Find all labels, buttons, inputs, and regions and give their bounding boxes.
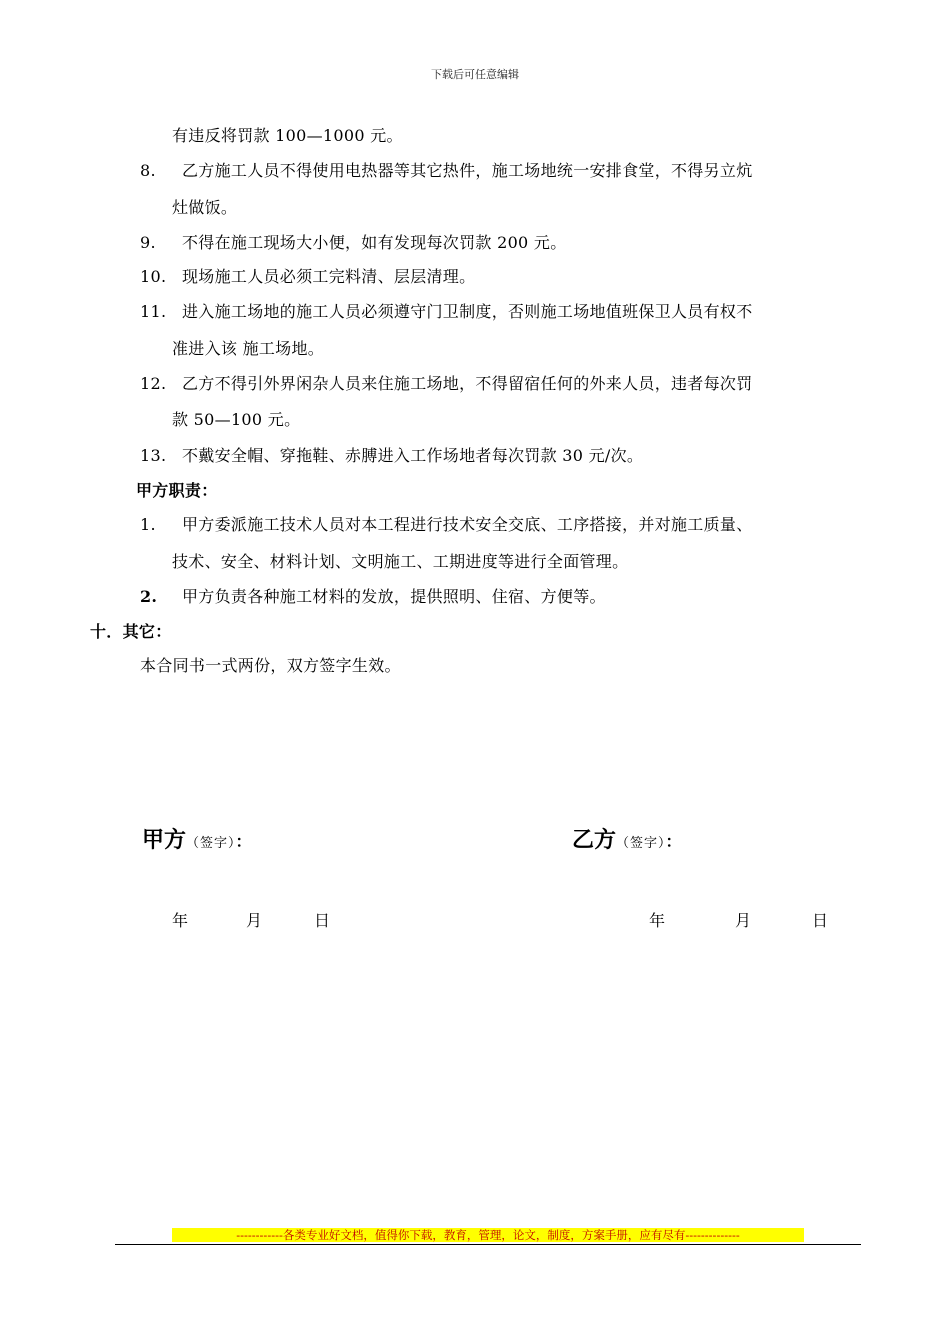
party-a-date-year: 年 — [172, 911, 189, 930]
party-a-date-day: 日 — [314, 911, 331, 930]
signature-note: （签字） — [186, 836, 236, 851]
list-item: 12. 乙方不得引外界闲杂人员来住施工场地，不得留宿任何的外来人员，违者每次罚 — [140, 374, 753, 393]
list-item: 13. 不戴安全帽、穿拖鞋、赤膊进入工作场地者每次罚款 30 元/次。 — [140, 446, 644, 465]
party-b-signature: 乙方（签字）： — [572, 827, 682, 853]
list-item-continuation: 技术、安全、材料计划、文明施工、工期进度等进行全面管理。 — [172, 552, 629, 571]
party-a-duties-heading: 甲方职责： — [136, 481, 218, 500]
list-item-continuation: 灶做饭。 — [172, 198, 238, 217]
footer-divider — [115, 1244, 861, 1245]
party-b-date-year: 年 — [649, 911, 666, 930]
footer-banner: ------------各类专业好文档，值得你下载，教育，管理，论文，制度，方案手册，应有尽有-------------- — [172, 1228, 804, 1242]
signature-note: （签字） — [616, 836, 666, 851]
list-item-continuation: 准进入该 施工场地。 — [172, 339, 325, 358]
section-ten-heading: 十．其它： — [90, 622, 172, 641]
page-header: 下载后可任意编辑 — [431, 68, 519, 81]
party-a-date-month: 月 — [246, 911, 263, 930]
party-a-label: 甲方 — [142, 827, 187, 853]
list-item: 2. 甲方负责各种施工材料的发放，提供照明、住宿、方便等。 — [140, 587, 606, 606]
list-item: 10. 现场施工人员必须工完料清、层层清理。 — [140, 267, 476, 286]
list-item-continuation: 款 50—100 元。 — [172, 410, 301, 429]
party-a-signature: 甲方（签字）： — [142, 827, 252, 853]
party-b-date-month: 月 — [735, 911, 752, 930]
list-item: 11. 进入施工场地的施工人员必须遵守门卫制度，否则施工场地值班保卫人员有权不 — [140, 302, 753, 321]
list-item: 1. 甲方委派施工技术人员对本工程进行技术安全交底、工序搭接，并对施工质量、 — [140, 515, 753, 534]
list-item: 9. 不得在施工现场大小便，如有发现每次罚款 200 元。 — [140, 233, 567, 252]
list-item: 8. 乙方施工人员不得使用电热器等其它热件，施工场地统一安排食堂，不得另立炕 — [140, 161, 753, 180]
list-item-continuation: 有违反将罚款 100—1000 元。 — [172, 126, 403, 145]
section-ten-text: 本合同书一式两份，双方签字生效。 — [140, 656, 401, 675]
party-b-date-day: 日 — [812, 911, 829, 930]
party-b-label: 乙方 — [572, 827, 617, 853]
